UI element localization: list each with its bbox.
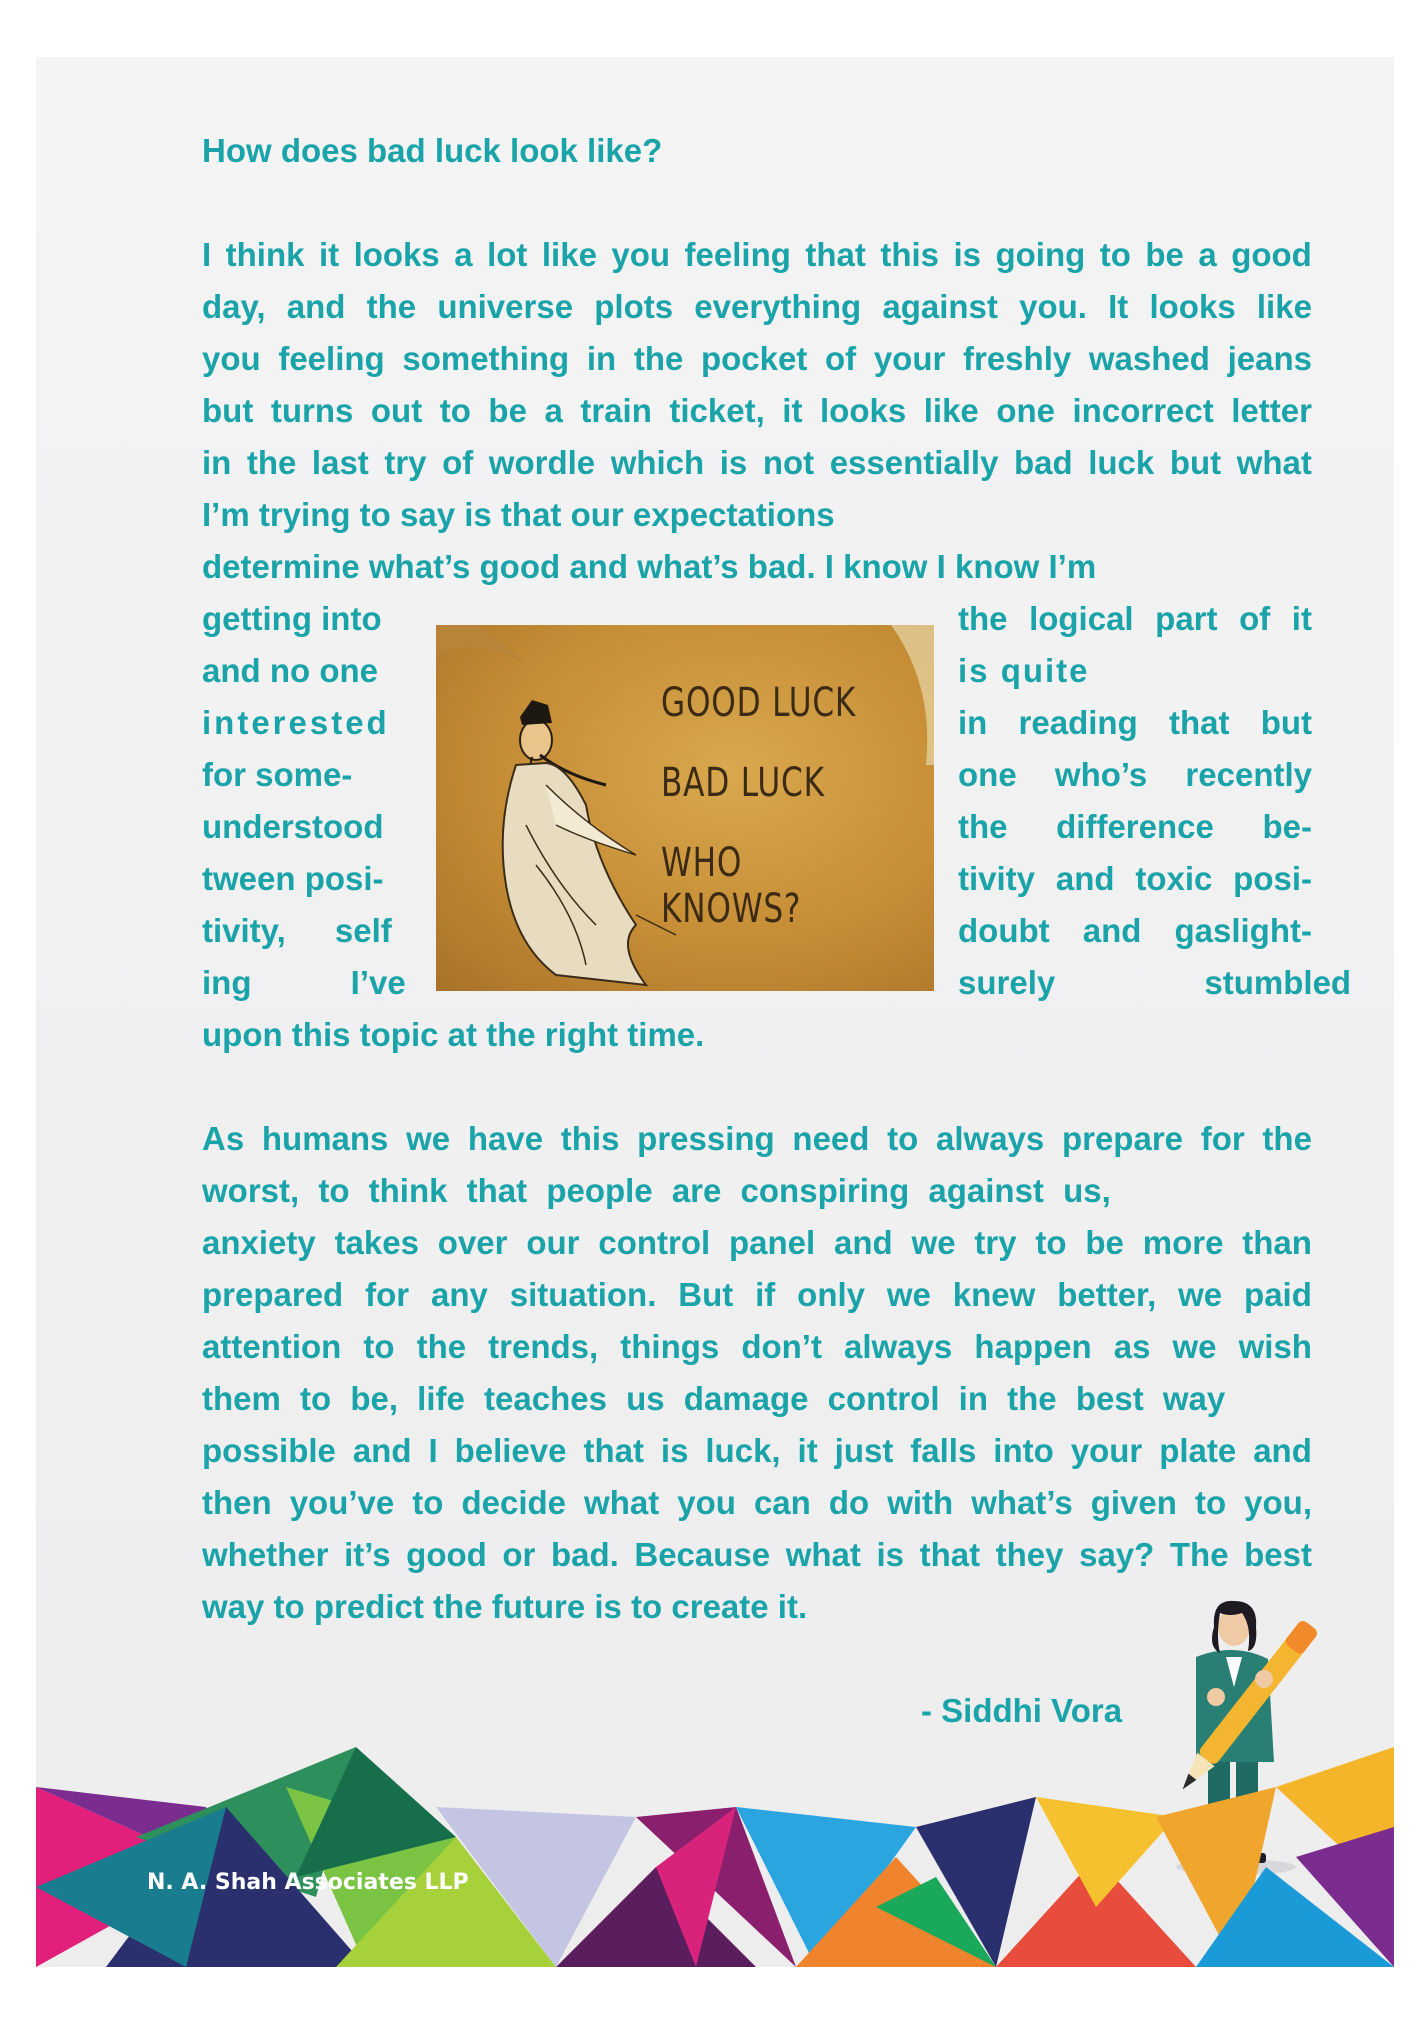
text-line: ing I’ve xyxy=(202,964,406,1001)
text-line: then you’ve to decide what you can do with what’s given to you, xyxy=(202,1484,1312,1521)
text-line: them to be, life teaches us damage control in the best way xyxy=(202,1380,1226,1417)
text-line: tivity and toxic posi- xyxy=(958,860,1312,897)
text-line: in reading that but xyxy=(958,704,1312,741)
decorative-triangle-footer xyxy=(36,1747,1394,1967)
wrap-right-column xyxy=(958,593,1352,1009)
text-line: you feeling something in the pocket of your freshly washed jeans xyxy=(202,340,1312,377)
article-title: How does bad luck look like? xyxy=(202,132,663,169)
text-line: doubt and gaslight- xyxy=(958,912,1312,949)
text-line: day, and the universe plots everything against you. It looks like xyxy=(202,288,1312,325)
text-line: in the last try of wordle which is not essentially bad luck but what xyxy=(202,444,1312,481)
company-name: N. A. Shah Associates LLP xyxy=(147,1870,469,1895)
text-line: the logical part of it xyxy=(958,600,1312,637)
text-line: surely stumbled xyxy=(958,964,1352,1001)
paragraph-2 xyxy=(202,1113,1312,1633)
text-line: As humans we have this pressing need to always prepare for the xyxy=(202,1120,1312,1157)
text-line: whether it’s good or bad. Because what is that they say? The best xyxy=(202,1536,1312,1573)
text-line: tween posi- xyxy=(202,860,384,897)
image-caption-line-1: GOOD LUCK xyxy=(661,680,857,726)
good-luck-bad-luck-illustration xyxy=(436,625,934,991)
paragraph-1 xyxy=(202,229,1312,593)
text-line: and no one xyxy=(202,652,378,689)
text-line: anxiety takes over our control panel and we try to be more than xyxy=(202,1224,1312,1261)
text-line: one who’s recently xyxy=(958,756,1312,793)
image-caption-line-3: WHO KNOWS? xyxy=(661,840,802,932)
text-line: attention to the trends, things don’t always happen as we wish xyxy=(202,1328,1312,1365)
text-line: way to predict the future is to create it. xyxy=(202,1588,808,1625)
text-line: worst, to think that people are conspiring against us, xyxy=(202,1172,1111,1209)
text-line: I think it looks a lot like you feeling that this is going to be a good xyxy=(202,236,1312,273)
text-line: getting into xyxy=(202,600,382,637)
text-line: is quite xyxy=(958,652,1090,689)
text-line: the difference be- xyxy=(958,808,1312,845)
wrap-left-column xyxy=(202,593,412,1009)
text-line: understood xyxy=(202,808,384,845)
text-line: prepared for any situation. But if only we knew better, we paid xyxy=(202,1276,1312,1313)
text-line: for some- xyxy=(202,756,353,793)
text-line: possible and I believe that is luck, it just falls into your plate and xyxy=(202,1432,1312,1469)
text-line: but turns out to be a train ticket, it looks like one incorrect letter xyxy=(202,392,1312,429)
document-page xyxy=(36,57,1394,1967)
text-line: tivity, self xyxy=(202,912,392,949)
text-line: determine what’s good and what’s bad. I know I know I’m xyxy=(202,548,1097,585)
image-caption-line-2: BAD LUCK xyxy=(661,760,825,806)
text-line: interested xyxy=(202,704,390,741)
text-line: I’m trying to say is that our expectations xyxy=(202,496,835,533)
text-line: upon this topic at the right time. xyxy=(202,1016,705,1053)
author-signature: - Siddhi Vora xyxy=(921,1692,1123,1729)
